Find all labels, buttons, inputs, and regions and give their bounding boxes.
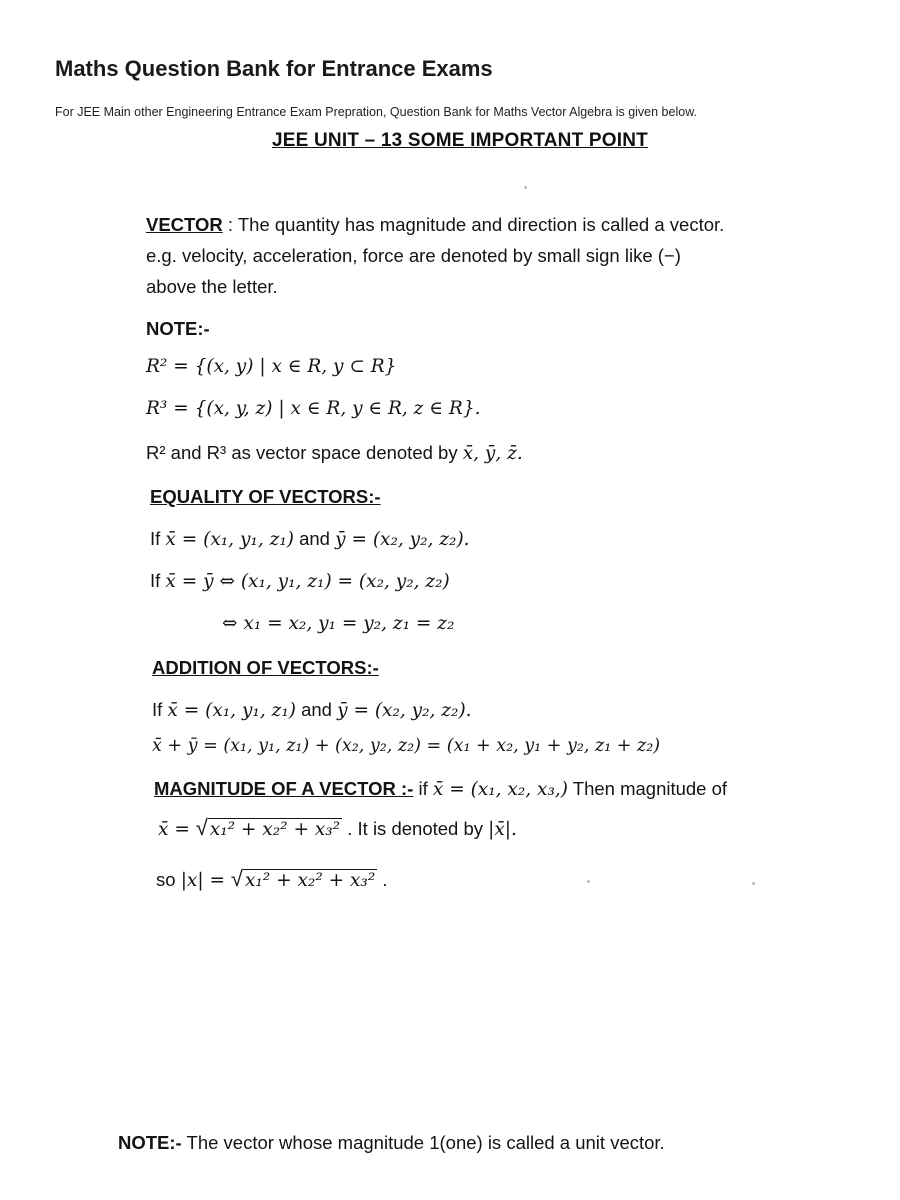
note-label: NOTE:- xyxy=(118,1132,182,1153)
unit-vector-note: NOTE:- The vector whose magnitude 1(one) is called a unit vector. xyxy=(118,1132,665,1153)
addition-heading: ADDITION OF VECTORS:- xyxy=(152,657,379,678)
equality-line1: If x̄ = (x₁, y₁, z₁) and ȳ = (x₂, y₂, z₂). xyxy=(150,528,470,550)
magnitude-line1: MAGNITUDE OF A VECTOR :- if x̄ = (x₁, x₂, x₃,) Then magnitude of xyxy=(154,778,728,800)
vector-definition-line1: VECTOR : The quantity has magnitude and direction is called a vector. xyxy=(146,214,725,235)
sqrt-symbol: √ x₁² + x₂² + x₃² xyxy=(195,815,341,840)
addition-line1: If x̄ = (x₁, y₁, z₁) and ȳ = (x₂, y₂, z₂). xyxy=(152,699,472,721)
vector-definition-line3: above the letter. xyxy=(146,276,278,297)
scan-speck xyxy=(524,186,527,189)
equality-heading: EQUALITY OF VECTORS:- xyxy=(150,486,381,507)
note-label: NOTE:- xyxy=(146,318,210,339)
page-title: Maths Question Bank for Entrance Exams xyxy=(55,56,493,81)
vector-label: VECTOR xyxy=(146,214,223,235)
vector-space-vars: x̄, ȳ, z̄. xyxy=(462,443,523,464)
r3-set-definition: R³ = {(x, y, z) | x ∈ R, y ∈ R, z ∈ R}. xyxy=(146,398,481,419)
intro-text: For JEE Main other Engineering Entrance Exam Prepration, Question Bank for Maths Vector Algebra is given below. xyxy=(55,105,698,119)
equality-line3: ⇔ x₁ = x₂, y₁ = y₂, z₁ = z₂ xyxy=(222,613,455,634)
scan-speck xyxy=(587,880,590,883)
vector-space-line: R² and R³ as vector space denoted by x̄, ȳ, z̄. xyxy=(146,442,523,464)
vector-definition: The quantity has magnitude and direction is called a vector. xyxy=(237,214,725,235)
r2-set-definition: R² = {(x, y) | x ∈ R, y ⊂ R} xyxy=(146,356,397,377)
scan-speck xyxy=(752,882,755,885)
equality-line2: If x̄ = ȳ ⇔ (x₁, y₁, z₁) = (x₂, y₂, z₂) xyxy=(150,570,450,592)
vector-definition-line2: e.g. velocity, acceleration, force are denoted by small sign like (−) xyxy=(146,245,681,266)
addition-line2: x̄ + ȳ = (x₁, y₁, z₁) + (x₂, y₂, z₂) = (x₁ + x₂, y₁ + y₂, z₁ + z₂) xyxy=(152,736,661,756)
magnitude-heading: MAGNITUDE OF A VECTOR :- xyxy=(154,778,414,799)
unit-heading: JEE UNIT – 13 SOME IMPORTANT POINT xyxy=(272,130,648,151)
magnitude-formula: x̄ = √ x₁² + x₂² + x₃² . It is denoted by |x̄|. xyxy=(158,815,517,840)
magnitude-so-line: so |x| = √ x₁² + x₂² + x₃² . xyxy=(156,866,388,891)
sqrt-symbol: √ x₁² + x₂² + x₃² xyxy=(230,866,376,891)
